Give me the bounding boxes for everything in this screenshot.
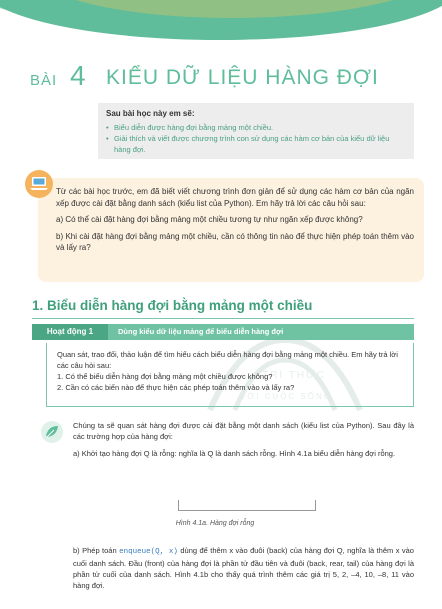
paragraph-b-text: b) Phép toán (73, 546, 120, 555)
watermark-text: TRI THỨC (262, 370, 326, 381)
activity-bar (32, 324, 414, 340)
content-paragraph-b (73, 545, 414, 591)
intro-question-b: b) Khi cài đặt hàng đợi bằng mảng một chiều, cần có thông tin nào để thực hiện phép toán thêm vào và lấy ra? (56, 231, 414, 252)
lesson-prefix: BÀI (30, 72, 58, 89)
watermark-subtext: VỚI CUỘC SỐNG (240, 392, 332, 401)
lesson-title (30, 60, 430, 94)
objectives-box (98, 103, 414, 159)
top-banner (0, 0, 442, 48)
content-paragraph-a: a) Khởi tạo hàng đợi Q là rỗng: nghĩa là Q là danh sách rỗng. Hình 4.1a biểu diễn hàng đợi rỗng. (73, 449, 396, 458)
figure-caption: Hình 4.1a. Hàng đợi rỗng (175, 520, 255, 527)
laptop-icon (25, 170, 53, 198)
figure-left-edge (178, 500, 179, 510)
empty-queue-figure (178, 492, 316, 514)
activity-question-1: 1. Có thể biểu diễn hàng đợi bằng mảng một chiều được không? (57, 372, 273, 381)
content-paragraph: Chúng ta sẽ quan sát hàng đợi được cài đặt bằng một danh sách (kiểu list của Python). Sau đây là các trường hợp của hàng đợi: (73, 421, 414, 441)
section-heading: 1. Biểu diễn hàng đợi bằng mảng một chiều (32, 298, 313, 313)
activity-box (46, 343, 414, 407)
objectives-heading: Sau bài học này em sẽ: (106, 109, 195, 118)
activity-label: Hoạt động 1 (32, 324, 108, 340)
objective-item: • Biểu diễn được hàng đợi bằng mảng một chiều. (106, 122, 406, 133)
enqueue-code: enqueue(Q, x) (119, 548, 178, 556)
figure-baseline (178, 510, 316, 511)
figure-right-edge (315, 500, 316, 510)
lesson-name: KIỂU DỮ LIỆU HÀNG ĐỢI (106, 66, 379, 89)
activity-title: Dùng kiểu dữ liệu mảng để biểu diễn hàng đợi (118, 327, 284, 336)
intro-box (38, 178, 424, 282)
lesson-number: 4 (70, 60, 86, 91)
activity-intro: Quan sát, trao đổi, thảo luận để tìm hiểu cách biểu diễn hàng đợi bằng mảng một chiều. Em hãy trả lời các câu hỏi sau: (57, 350, 398, 370)
activity-question-2: 2. Cần có các biến nào để thực hiện các phép toán thêm vào và lấy ra? (57, 383, 295, 392)
intro-paragraph: Từ các bài học trước, em đã biết viết chương trình đơn giản để sử dụng các hàm cơ bản của ngăn xếp được cài đặt bằng danh sách (kiểu list của Python). Em hãy trả lời các câu hỏi sau: (56, 187, 414, 208)
intro-question-a: a) Có thể cài đặt hàng đợi bằng mảng một chiều tương tự như ngăn xếp được không? (56, 215, 363, 224)
objective-item: • Giải thích và viết được chương trình con sử dụng các hàm cơ bản của kiểu dữ liệu hàng đợi. (106, 133, 406, 155)
paragraph-b-text-rest: dùng để thêm x vào đuôi (back) của hàng đợi Q, nghĩa là thêm x vào cuối danh sách. Đầu (front) của hàng đợi là phần tử đầu tiên và đuôi (back, rear, tail) của hàng đợi là phần tử cuối của danh sách. Hình 4.1b cho thấy quá trình thêm các giá trị 5, 2, –4, 10, –8, 11 vào hàng đợi. (73, 546, 414, 590)
leaf-icon (40, 420, 64, 444)
section-divider (32, 318, 414, 319)
